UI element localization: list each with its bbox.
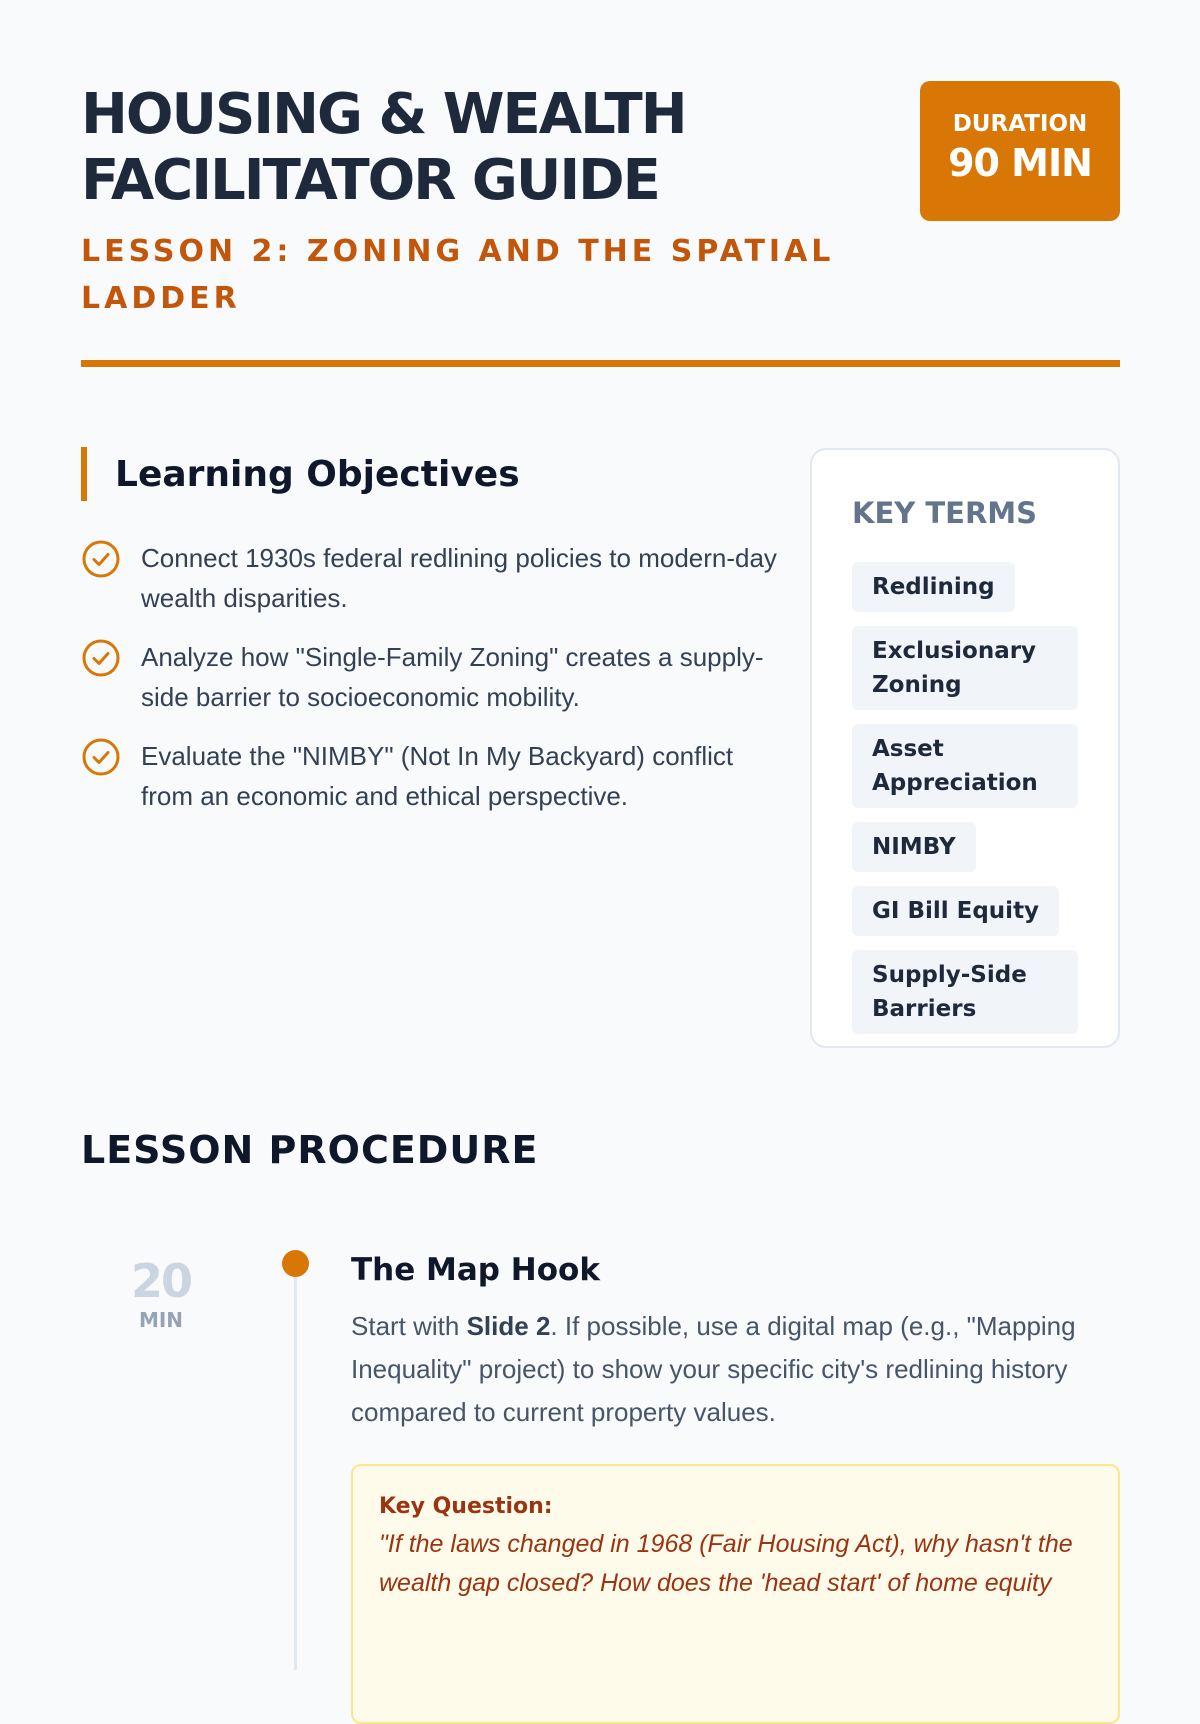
step-desc-after: . If possible, use a digital map (e.g., "Mapping Inequality" project) to show your specific city's redlining history compared to current property values.	[351, 1311, 1076, 1427]
term-tag: Asset Appreciation	[852, 724, 1078, 808]
lesson-subtitle: LESSON 2: ZONING AND THE SPATIAL LADDER	[81, 234, 835, 316]
objectives-list	[81, 539, 781, 816]
key-terms-list	[852, 562, 1078, 1048]
timeline-line	[294, 1270, 297, 1670]
term-tag: NIMBY	[852, 822, 976, 872]
procedure-step	[81, 1248, 1120, 1648]
guide-header	[81, 0, 1120, 368]
key-question-text: "If the laws changed in 1968 (Fair Housing Act), why hasn't the wealth gap closed? How does the 'head start' of home equity	[379, 1530, 1073, 1597]
check-circle-icon	[81, 638, 121, 678]
objective-item	[81, 737, 781, 816]
check-circle-icon	[81, 737, 121, 777]
step-body	[351, 1248, 1120, 1724]
step-desc-before: Start with	[351, 1311, 467, 1341]
term-tag: GI Bill Equity	[852, 886, 1059, 936]
key-question-label: Key Question:	[379, 1494, 553, 1519]
objectives-heading	[81, 447, 781, 501]
key-terms-card	[810, 448, 1120, 1048]
page-title: HOUSING & WEALTH FACILITATOR GUIDE	[81, 82, 686, 213]
objective-text: Analyze how "Single-Family Zoning" creates a supply-side barrier to socioeconomic mobility.	[141, 642, 764, 712]
objective-text: Evaluate the "NIMBY" (Not In My Backyard) conflict from an economic and ethical perspective.	[141, 741, 734, 811]
duration-value: 90 MIN	[948, 141, 1092, 185]
accent-bar	[81, 447, 87, 501]
guide-page	[81, 0, 1120, 1597]
timeline-dot	[282, 1250, 309, 1277]
duration-label: DURATION	[952, 111, 1088, 137]
step-description	[351, 1305, 1120, 1434]
duration-badge	[920, 81, 1120, 221]
term-tag: Supply-Side Barriers	[852, 950, 1078, 1034]
header-divider	[81, 360, 1120, 367]
objective-text: Connect 1930s federal redlining policies to modern-day wealth disparities.	[141, 543, 777, 613]
objectives-title: Learning Objectives	[115, 453, 520, 495]
step-unit: MIN	[138, 1308, 184, 1332]
step-title: The Map Hook	[351, 1252, 600, 1288]
key-question-callout	[351, 1464, 1120, 1724]
check-circle-icon	[81, 539, 121, 579]
term-tag: Redlining	[852, 562, 1015, 612]
step-duration	[125, 1256, 197, 1332]
learning-objectives	[81, 447, 781, 836]
procedure-title: LESSON PROCEDURE	[81, 1128, 539, 1172]
step-minutes: 20	[130, 1254, 191, 1308]
key-terms-title: KEY TERMS	[852, 496, 1038, 530]
term-tag: Exclusionary Zoning	[852, 626, 1078, 710]
objective-item	[81, 638, 781, 717]
objective-item	[81, 539, 781, 618]
step-desc-bold: Slide 2	[466, 1311, 551, 1341]
